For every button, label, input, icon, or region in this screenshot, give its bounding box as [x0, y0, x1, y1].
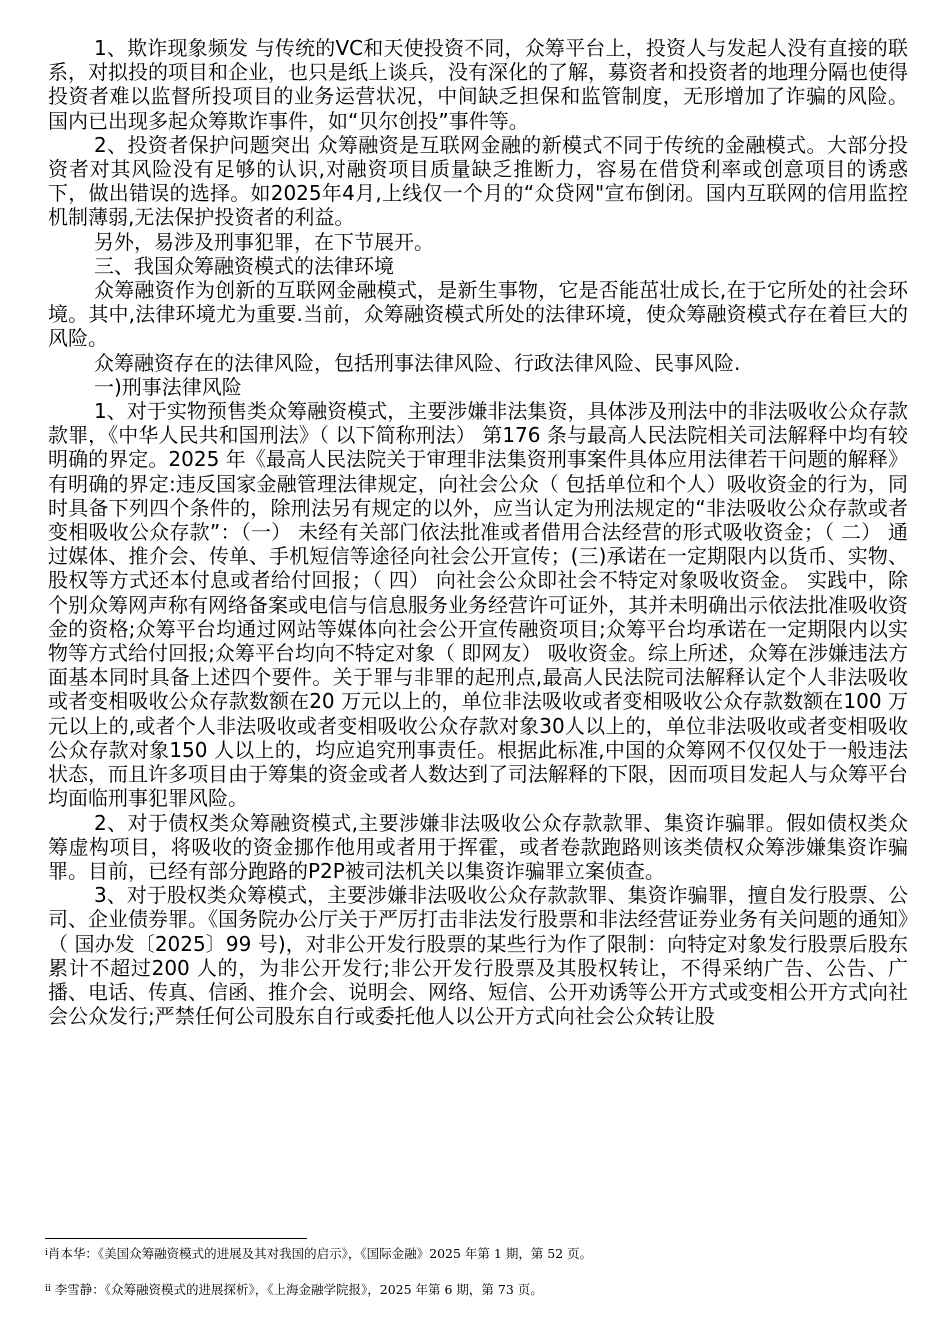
footnote-mark: ii	[45, 1284, 51, 1294]
paragraph-legal-risks: 众筹融资存在的法律风险，包括刑事法律风险、行政法律风险、民事风险.	[94, 350, 741, 375]
footnote-2	[45, 1282, 925, 1298]
paragraph-fraud: 1、欺诈现象频发 与传统的VC和天使投资不同，众筹平台上，投资人与发起人没有直接的联系，对拟投的项目和企业，也只是纸上谈兵，没有深化的了解，募资者和投资者的地理分隔也使得投资者难以监督所投项目的业务运营状况，中间缺乏担保和监管制度，无形增加了诈骗的风险。 国内已出现多起众筹欺诈事件，如“贝尔创投”事件等。	[48, 36, 908, 133]
paragraph-debt-model: 2、对于债权类众筹融资模式,主要涉嫌非法吸收公众存款款罪、集资诈骗罪。假如债权类众筹虚构项目，将吸收的资金挪作他用或者用于挥霍，或者卷款跑路则该类债权众筹涉嫌集资诈骗罪。目前，已经有部分跑路的P2P被司法机关以集资诈骗罪立案侦查。	[48, 810, 908, 883]
subheading-criminal-risk: 一)刑事法律风险	[94, 374, 242, 399]
footnote-text: 肖本华：《美国众筹融资模式的进展及其对我国的启示》，《国际金融》2025 年第 1 期，第 52 页。	[47, 1246, 593, 1261]
section-heading-legal-environment: 三、我国众筹融资模式的法律环境	[94, 253, 394, 278]
paragraph-equity-model: 3、对于股权类众筹模式，主要涉嫌非法吸收公众存款款罪、集资诈骗罪，擅自发行股票、公司、企业债券罪。《国务院办公厅关于严厉打击非法发行股票和非法经营证券业务有关问题的通知》（ 国办发〔2025〕99 号)，对非公开发行股票的某些行为作了限制：向特定对象发行股票后股东累计不超过200 人的，为非公开发行;非公开发行股票及其股权转让，不得采纳广告、公告、广播、电话、传真、信函、推介会、说明会、网络、短信、公开劝诱等公开方式或变相公开方式向社会公众发行;严禁任何公司股东自行或委托他人以公开方式向社会公众转让股	[48, 883, 908, 1029]
document-body	[48, 36, 908, 1028]
paragraph-investor-protection: 2、投资者保护问题突出 众筹融资是互联网金融的新模式不同于传统的金融模式。大部分投资者对其风险没有足够的认识,对融资项目质量缺乏推断力，容易在借贷利率或创意项目的诱惑下，做出错误的选择。如2025年4月,上线仅一个月的“众贷网"宣布倒闭。国内互联网的信用监控机制薄弱,无法保护投资者的利益。	[48, 132, 908, 230]
footnote-mark: i	[45, 1248, 48, 1258]
paragraph-presale-model: 1、对于实物预售类众筹融资模式，主要涉嫌非法集资，具体涉及刑法中的非法吸收公众存款款罪，《中华人民共和国刑法》（ 以下简称刑法） 第176 条与最高人民法院相关司法解释中均有较明确的界定。2025 年《最高人民法院关于审理非法集资刑事案件具体应用法律若干问题的解释》有明确的界定:违反国家金融管理法律规定，向社会公众（ 包括单位和个人）吸收资金的行为，同时具备下列四个条件的，除刑法另有规定的以外，应当认定为刑法规定的“非法吸收公众存款或者变相吸收公众存款”：（一） 未经有关部门依法批准或者借用合法经营的形式吸收资金；（ 二） 通过媒体、推介会、传单、手机短信等途径向社会公开宣传；(三)承诺在一定期限内以货币、实物、股权等方式还本付息或者给付回报；（ 四） 向社会公众即社会不特定对象吸收资金。 实践中，除个别众筹网声称有网络备案或电信与信息服务业务经营许可证外，其并未明确出示依法批准吸收资金的资格;众筹平台均通过网站等媒体向社会公开宣传融资项目;众筹平台均承诺在一定期限内以实物等方式给付回报;众筹平台均向不特定对象（ 即网友） 吸收资金。综上所述，众筹在涉嫌违法方面基本同时具备上述四个要件。关于罪与非罪的起刑点,最高人民法院司法解释认定个人非法吸收或者变相吸收公众存款数额在20 万元以上的，单位非法吸收或者变相吸收公众存款数额在100 万元以上的,或者个人非法吸收或者变相吸收公众存款对象30人以上的，单位非法吸收或者变相吸收公众存款对象150 人以上的，均应追究刑事责任。根据此标准,中国的众筹网不仅仅处于一般违法状态，而且许多项目由于筹集的资金或者人数达到了司法解释的下限，因而项目发起人与众筹平台均面临刑事犯罪风险。	[48, 399, 908, 811]
paragraph-legal-environment: 众筹融资作为创新的互联网金融模式，是新生事物，它是否能茁壮成长,在于它所处的社会环境。其中,法律环境尤为重要.当前，众筹融资模式所处的法律环境，使众筹融资模式存在着巨大的风险。	[48, 278, 908, 351]
footnote-divider	[45, 1238, 307, 1239]
footnote-1	[45, 1246, 925, 1262]
paragraph-criminal-note: 另外，易涉及刑事犯罪，在下节展开。	[94, 229, 434, 254]
footnote-text: 李雪静：《众筹融资模式的进展探析》，《上海金融学院报》，2025 年第 6 期，第 73 页。	[54, 1282, 543, 1297]
